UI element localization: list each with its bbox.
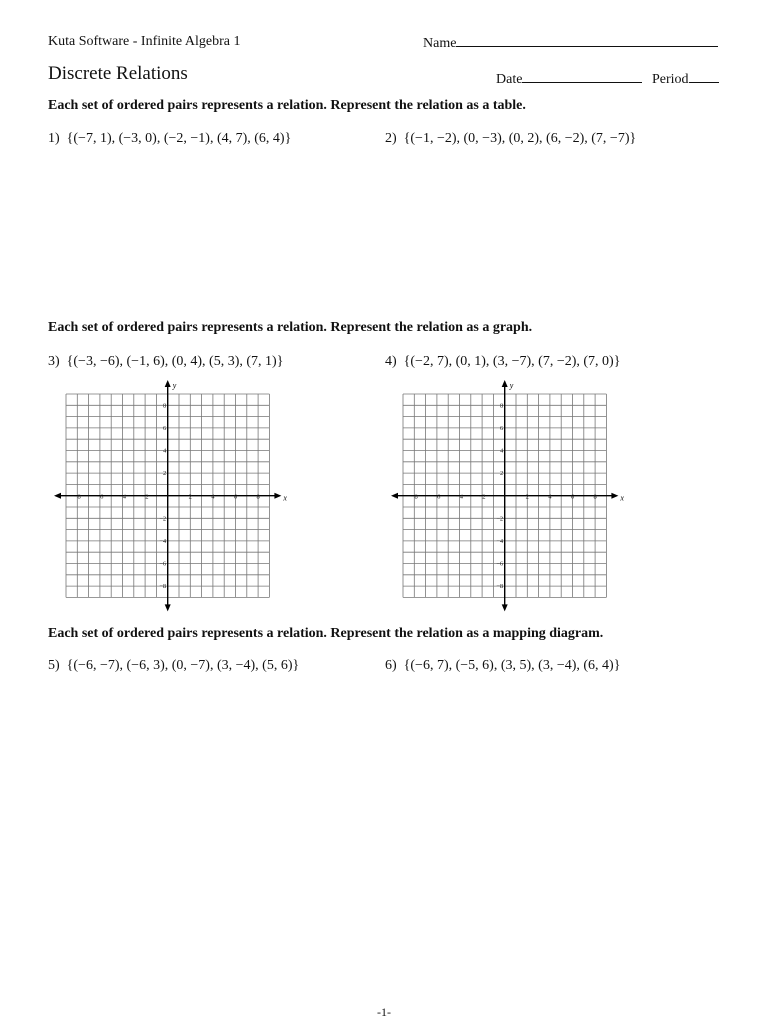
section-instruction-graph: Each set of ordered pairs represents a relation. Represent the relation as a graph.	[48, 320, 533, 335]
x-axis-label: x	[283, 493, 287, 503]
x-axis-arrow-left	[391, 493, 398, 499]
x-tick-label: −2	[478, 493, 486, 501]
y-tick-label: −8	[496, 583, 504, 591]
date-blank-line[interactable]	[522, 70, 642, 83]
y-tick-label: 2	[499, 470, 504, 478]
x-tick-label: −4	[456, 493, 463, 501]
ordered-pairs: {(−3, −6), (−1, 6), (0, 4), (5, 3), (7, 1)}	[66, 354, 284, 369]
period-label: Period	[652, 72, 689, 87]
x-tick-label: −6	[433, 493, 441, 501]
problem-6	[385, 658, 620, 674]
ordered-pairs: {(−2, 7), (0, 1), (3, −7), (7, −2), (7, 0)}	[403, 354, 621, 369]
y-axis-label: y	[172, 381, 177, 390]
period-blank-line[interactable]	[689, 70, 719, 83]
y-axis-arrow-down	[165, 604, 171, 611]
x-axis-arrow-right	[611, 493, 618, 499]
y-tick-label: −4	[496, 537, 504, 545]
y-tick-label: −2	[159, 515, 167, 523]
name-label: Name	[423, 36, 457, 51]
y-tick-label: −2	[496, 515, 504, 523]
y-tick-label: −6	[496, 560, 504, 568]
problem-5	[48, 658, 299, 674]
y-tick-label: 4	[162, 447, 167, 455]
worksheet-title: Discrete Relations	[48, 63, 188, 84]
problem-number: 1)	[48, 131, 60, 146]
y-tick-label: 6	[499, 424, 504, 432]
problem-4	[385, 354, 620, 370]
ordered-pairs: {(−6, −7), (−6, 3), (0, −7), (3, −4), (5, 6)}	[66, 658, 300, 673]
y-tick-label: −8	[159, 583, 167, 591]
problem-number: 3)	[48, 354, 60, 369]
x-axis-arrow-right	[274, 493, 281, 499]
publisher-label: Kuta Software - Infinite Algebra 1	[48, 34, 241, 49]
y-tick-label: 6	[162, 424, 167, 432]
problem-number: 2)	[385, 131, 397, 146]
ordered-pairs: {(−1, −2), (0, −3), (0, 2), (6, −2), (7, −7)}	[403, 131, 637, 146]
x-tick-label: −4	[119, 493, 126, 501]
x-tick-label: −6	[96, 493, 104, 501]
x-tick-label: 6	[570, 493, 575, 501]
section-instruction-mapping: Each set of ordered pairs represents a relation. Represent the relation as a mapping diagram.	[48, 626, 604, 641]
x-tick-label: −2	[141, 493, 149, 501]
name-field[interactable]	[423, 34, 718, 52]
y-axis-arrow-down	[502, 604, 508, 611]
x-tick-label: 2	[525, 493, 529, 501]
y-tick-label: 8	[499, 402, 504, 410]
problem-number: 4)	[385, 354, 397, 369]
y-tick-label: −6	[159, 560, 167, 568]
x-axis-label: x	[620, 493, 624, 503]
name-blank-line[interactable]	[456, 34, 718, 47]
y-tick-label: 2	[162, 470, 167, 478]
coordinate-grid-problem-4[interactable]	[387, 378, 624, 598]
problem-2	[385, 131, 636, 147]
y-axis-arrow-up	[502, 380, 508, 387]
x-tick-label: 8	[593, 493, 597, 501]
problem-number: 5)	[48, 658, 60, 673]
x-tick-label: 8	[256, 493, 260, 501]
y-axis-label: y	[509, 381, 514, 390]
date-field[interactable]	[496, 70, 642, 88]
ordered-pairs: {(−6, 7), (−5, 6), (3, 5), (3, −4), (6, 4)}	[403, 658, 621, 673]
x-tick-label: 4	[548, 493, 552, 501]
ordered-pairs: {(−7, 1), (−3, 0), (−2, −1), (4, 7), (6, 4)}	[66, 131, 292, 146]
y-tick-label: 8	[162, 402, 167, 410]
x-tick-label: −8	[73, 493, 81, 501]
x-tick-label: 6	[233, 493, 238, 501]
section-instruction-table: Each set of ordered pairs represents a relation. Represent the relation as a table.	[48, 98, 526, 113]
y-tick-label: 4	[499, 447, 504, 455]
problem-number: 6)	[385, 658, 397, 673]
coordinate-grid-problem-3[interactable]	[50, 378, 287, 598]
problem-3	[48, 354, 283, 370]
x-tick-label: 2	[188, 493, 192, 501]
x-tick-label: −8	[410, 493, 418, 501]
page-number: -1-	[377, 1005, 391, 1019]
y-tick-label: −4	[159, 537, 167, 545]
problem-1	[48, 131, 291, 147]
date-label: Date	[496, 72, 523, 87]
period-field[interactable]	[652, 70, 719, 88]
y-axis-arrow-up	[165, 380, 171, 387]
x-tick-label: 4	[211, 493, 215, 501]
x-axis-arrow-left	[54, 493, 61, 499]
